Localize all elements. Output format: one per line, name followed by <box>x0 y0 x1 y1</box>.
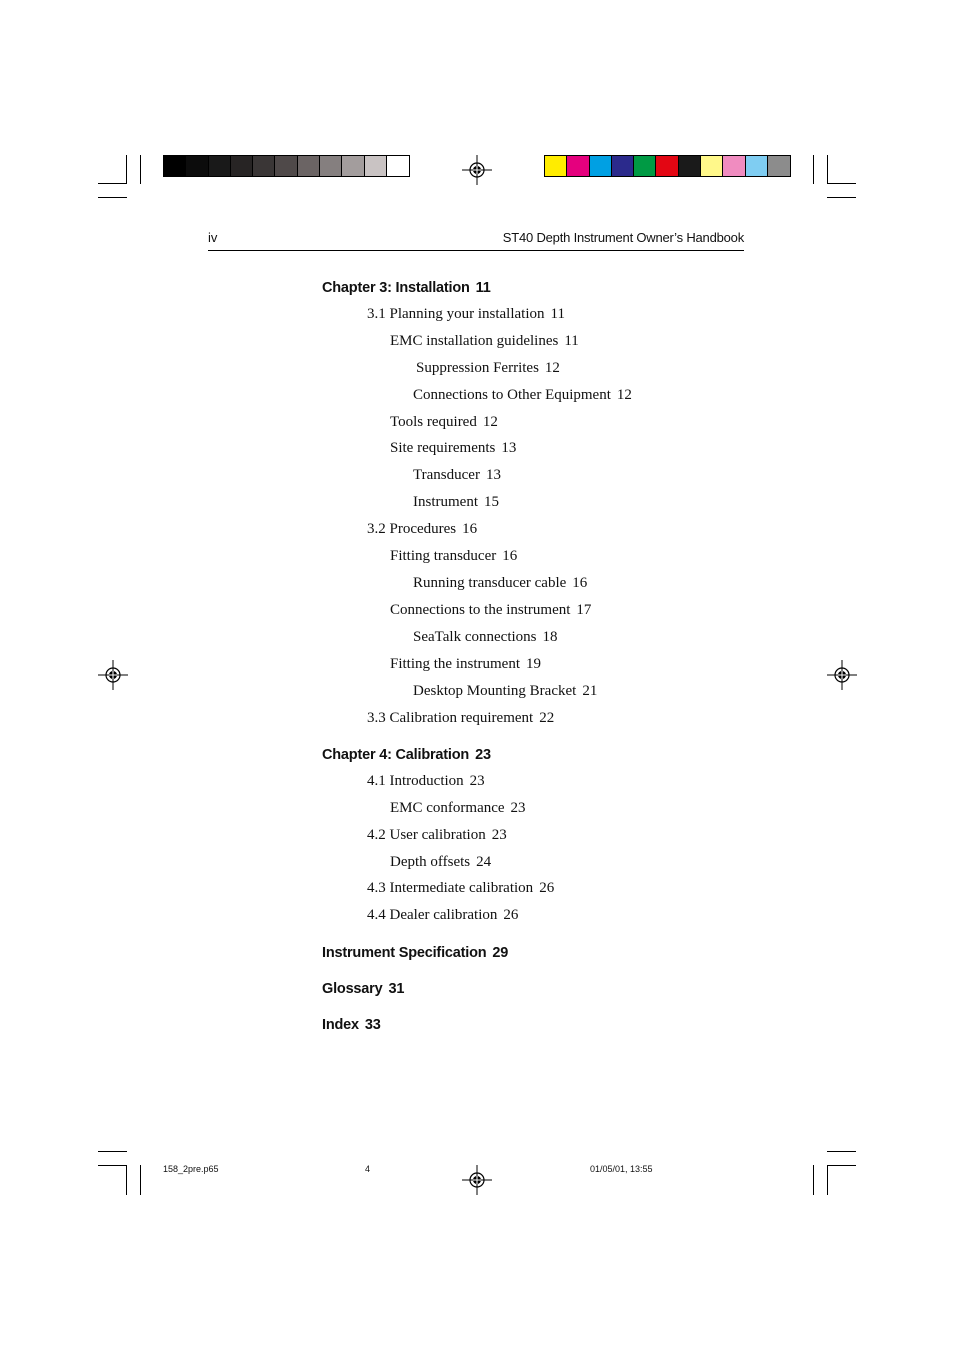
toc-entry-page: 13 <box>501 440 517 456</box>
color-swatch <box>342 156 364 176</box>
color-swatch <box>298 156 320 176</box>
toc-entry-label: 3.2 Procedures <box>367 521 457 537</box>
toc-entry-label: 4.2 User calibration <box>367 827 486 843</box>
crop-mark <box>126 1165 127 1195</box>
toc-entry-label: 3.3 Calibration requirement <box>367 710 534 726</box>
color-swatch <box>567 156 589 176</box>
color-swatch <box>679 156 701 176</box>
toc-entry-page: 23 <box>510 800 526 816</box>
toc-entry-page: 12 <box>544 360 560 376</box>
crop-mark <box>140 155 141 184</box>
color-swatch <box>701 156 723 176</box>
toc-entry-page: 26 <box>539 880 555 896</box>
toc-entry-page: 29 <box>492 945 509 961</box>
toc-entry-label: Chapter 4: Calibration <box>322 747 470 763</box>
toc-entry-label: 4.4 Dealer calibration <box>367 907 498 923</box>
toc-entry-page: 24 <box>476 854 492 870</box>
toc-entry-page: 23 <box>469 773 485 789</box>
running-header <box>208 230 744 251</box>
crop-mark <box>126 155 127 184</box>
footer-datetime: 01/05/01, 13:55 <box>590 1164 653 1174</box>
color-swatch <box>768 156 790 176</box>
color-swatch <box>634 156 656 176</box>
toc-entry-label: Glossary <box>322 981 383 997</box>
color-swatch <box>590 156 612 176</box>
color-swatch <box>186 156 208 176</box>
color-swatch <box>746 156 768 176</box>
crop-mark <box>813 1165 814 1195</box>
color-swatch <box>365 156 387 176</box>
toc-entry-page: 16 <box>502 548 518 564</box>
toc-entry-page: 31 <box>388 981 405 997</box>
toc-entry-label: EMC installation guidelines <box>390 333 559 349</box>
toc-entry-label: Chapter 3: Installation <box>322 280 470 296</box>
registration-mark-icon <box>462 155 492 185</box>
color-swatch <box>612 156 634 176</box>
color-swatch <box>723 156 745 176</box>
toc-entry-page: 15 <box>484 494 499 510</box>
color-swatch <box>275 156 297 176</box>
toc-entry-page: 26 <box>503 907 519 923</box>
grayscale-color-bar <box>163 155 410 177</box>
toc-entry-label: Suppression Ferrites <box>416 360 539 376</box>
crop-mark <box>827 197 856 198</box>
toc-entry-page: 18 <box>542 629 558 645</box>
footer-file-name: 158_2pre.p65 <box>163 1164 219 1174</box>
toc-entry-label: Instrument <box>413 494 478 510</box>
toc-entry-label: Site requirements <box>390 440 496 456</box>
footer-sheet-number: 4 <box>365 1164 371 1174</box>
crop-mark <box>813 155 814 184</box>
crop-mark <box>827 1151 856 1152</box>
handbook-title: ST40 Depth Instrument Owner’s Handbook <box>502 230 744 245</box>
crop-mark <box>827 155 828 184</box>
registration-mark-icon <box>462 1165 492 1195</box>
crop-mark <box>98 1151 127 1152</box>
crop-mark <box>140 1165 141 1195</box>
registration-mark-icon <box>98 660 128 690</box>
toc-entry-page: 22 <box>539 710 555 726</box>
registration-mark-icon <box>827 660 857 690</box>
crop-mark <box>98 183 127 184</box>
toc-entry-page: 23 <box>475 747 491 763</box>
toc-entry-label: 4.3 Intermediate calibration <box>367 880 534 896</box>
toc-entry-page: 16 <box>572 575 588 591</box>
toc-entry-page: 11 <box>564 333 579 349</box>
color-swatch <box>253 156 275 176</box>
toc-entry-page: 11 <box>550 306 565 322</box>
toc-entry-label: Fitting transducer <box>390 548 497 564</box>
crop-mark <box>827 183 856 184</box>
crop-mark <box>98 1165 127 1166</box>
toc-entry-label: Instrument Specification <box>322 945 487 961</box>
toc-entry-label: Fitting the instrument <box>390 656 520 672</box>
toc-entry-label: 4.1 Introduction <box>367 773 464 789</box>
toc-entry-label: Connections to Other Equipment <box>413 387 611 403</box>
color-swatch <box>545 156 567 176</box>
toc-entry-page: 21 <box>582 683 598 699</box>
crop-mark <box>827 1165 828 1195</box>
toc-entry-label: Running transducer cable <box>413 575 567 591</box>
crop-mark <box>827 1165 856 1166</box>
toc-entry-page: 33 <box>364 1017 381 1033</box>
toc-entry-label: SeaTalk connections <box>413 629 537 645</box>
toc-entry-page: 17 <box>576 602 592 618</box>
toc-entry-page: 13 <box>485 467 501 483</box>
color-swatch <box>164 156 186 176</box>
page-number: iv <box>208 230 218 245</box>
color-swatch <box>209 156 231 176</box>
color-swatch <box>320 156 342 176</box>
toc-entry-label: Transducer <box>413 467 480 483</box>
toc-entry-label: Tools required <box>390 414 477 430</box>
toc-entry-page: 12 <box>482 414 498 430</box>
color-swatch <box>231 156 253 176</box>
toc-entry-page: 23 <box>491 827 507 843</box>
toc-entry-label: EMC conformance <box>390 800 505 816</box>
crop-mark <box>98 197 127 198</box>
toc-entry-page: 11 <box>475 280 491 296</box>
toc-entry-label: Depth offsets <box>390 854 471 870</box>
toc-entry-label: 3.1 Planning your installation <box>367 306 545 322</box>
color-swatch <box>656 156 678 176</box>
toc-entry-page: 16 <box>462 521 478 537</box>
toc-entry-page: 19 <box>526 656 541 672</box>
toc-entry-page: 12 <box>616 387 632 403</box>
color-swatch <box>387 156 409 176</box>
process-color-bar <box>544 155 791 177</box>
toc-entry-label: Connections to the instrument <box>390 602 571 618</box>
toc-entry-label: Index <box>322 1017 359 1033</box>
toc-entry-label: Desktop Mounting Bracket <box>413 683 577 699</box>
